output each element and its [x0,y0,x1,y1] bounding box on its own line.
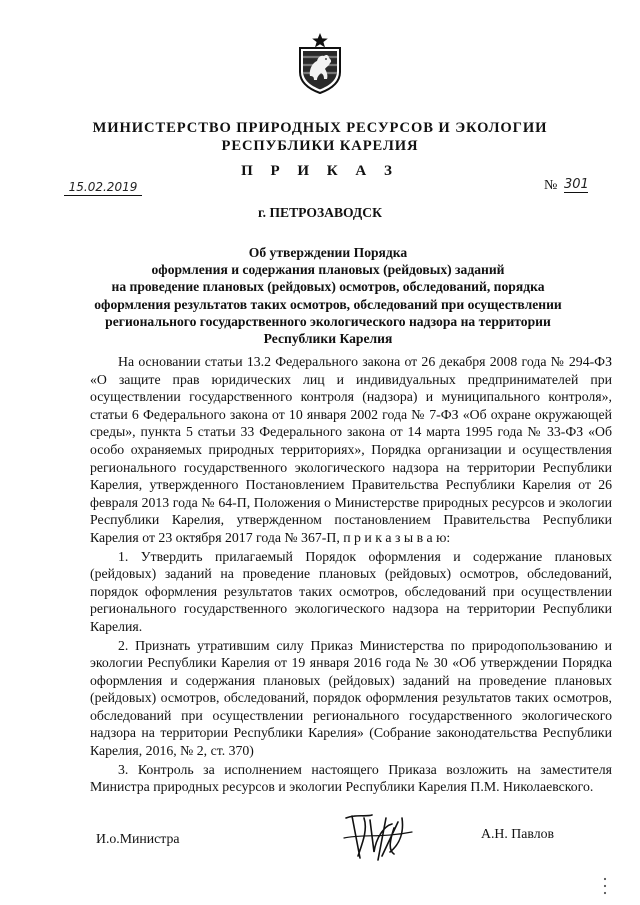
ministry-name-line2: РЕСПУБЛИКИ КАРЕЛИЯ [221,138,419,154]
order-subject [58,244,598,347]
subject-line: Республики Карелия [263,331,393,347]
order-item-2: 2. Признать утратившим силу Приказ Министерства по природопользованию и экологии Республики Карелия от 19 января 2016 года № 30 «Об утверждении Порядка оформления и содержания плановых (рейдовых) заданий на проведение плановых (рейдовых) осмотров, обследований, порядок оформления результатов таких осмотров, обследований при осуществлении регионального государственного экологического надзора на территории Республики Карелия» (Собрание законодательства Республики Карелия, 2016, № 2, ст. 370) [90,637,612,759]
coat-of-arms-icon [296,32,344,94]
ministry-name-line1: МИНИСТЕРСТВО ПРИРОДНЫХ РЕСУРСОВ И ЭКОЛОГИИ [92,120,548,136]
order-item-1: 1. Утвердить прилагаемый Порядок оформления и содержание плановых (рейдовых) заданий на проведение плановых (рейдовых) осмотров, обследований, порядок оформления результатов таких осмотров, обследований при осуществлении регионального государственного экологического надзора на территории Республики Карелия. [90,548,612,634]
order-number-prefix: № [544,178,558,193]
signatory-title: И.о.Министра [96,831,180,846]
subject-line: Об утверждении Порядка [248,245,408,260]
order-title: П Р И К А З [241,163,399,179]
subject-line: на проведение плановых (рейдовых) осмотров, обследований, порядка [111,279,545,295]
city: г. ПЕТРОЗАВОДСК [258,205,382,220]
subject-line: регионального государственного экологического надзора на территории [105,313,551,329]
order-body [90,353,612,797]
handwritten-signature-icon [342,808,414,864]
scan-artifact-dots [601,876,609,900]
order-date: 15.02.2019 [64,180,142,196]
signatory-name: А.Н. Павлов [481,826,554,841]
order-number: 301 [564,177,589,192]
subject-line: оформления результатов таких осмотров, обследований при осуществлении [94,296,562,312]
preamble-paragraph: На основании статьи 13.2 Федерального закона от 26 декабря 2008 года № 294-ФЗ «О защите прав юридических лиц и индивидуальных предпринимателей при осуществлении государственного контроля (надзора) и муниципального контроля», статьи 6 Федерального закона от 10 января 2002 года № 7-ФЗ «Об охране окружающей среды», пункта 5 статьи 33 Федерального закона от 14 марта 1995 года № 33-ФЗ «Об особо охраняемых природных территориях», Порядка организации и осуществления регионального государственного экологического надзора на территории Республики Карелия, утвержденного Постановлением Правительства Республики Карелия от 26 февраля 2013 года № 64-П, Положения о Министерстве природных ресурсов и экологии Республики Карелия, утвержденном постановлением Правительства Республики Карелия от 23 октября 2017 года № 367-П, п р и к а з ы в а ю: [90,354,612,545]
subject-line: оформления и содержания плановых (рейдовых) заданий [151,262,505,278]
order-item-3: 3. Контроль за исполнением настоящего Приказа возложить на заместителя Министра природных ресурсов и экологии Республики Карелия П.М. Николаевского. [90,761,612,795]
